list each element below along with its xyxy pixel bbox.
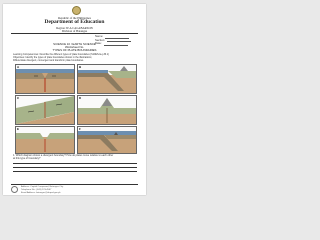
answer-line[interactable] xyxy=(13,163,137,164)
figure-d xyxy=(77,95,137,125)
subduction-diagram xyxy=(78,65,136,93)
figure-label: F xyxy=(79,127,81,131)
figure-label: A xyxy=(17,65,20,69)
figure-e xyxy=(15,126,75,154)
footer-address: Address: Capitol Compound, Batangas City xyxy=(21,186,64,188)
republic-line: Republic of the Philippines xyxy=(58,16,91,20)
name-label: Name: xyxy=(95,34,104,38)
transform-boundary-diagram xyxy=(16,96,74,124)
worksheet-page xyxy=(3,4,146,195)
worksheet-number: Worksheet No. xyxy=(64,45,85,49)
worksheet-title: TYPES OF PLATE BOUNDARIES xyxy=(52,48,97,52)
date-label: Date: xyxy=(95,41,102,46)
region-line: Region IV-A CALABARZON xyxy=(56,26,93,30)
instruction-line: Differentiate divergent, convergent and transform plate boundaries. xyxy=(13,59,84,63)
deped-seal-logo xyxy=(72,6,81,15)
divergent-boundary-diagram xyxy=(16,65,74,93)
footer-email: Email Address: batangas@deped.gov.ph xyxy=(21,191,61,194)
figure-c xyxy=(15,95,75,125)
figure-label: B xyxy=(79,65,82,69)
answer-line[interactable] xyxy=(13,167,137,168)
ocean-ocean-convergence-diagram xyxy=(78,127,136,153)
instruction-line: Learning Competencies: Describe the different types of plate boundaries (S10ES-Ia-j-36.1) xyxy=(13,53,109,56)
division-line: Division of Batangas xyxy=(61,29,88,33)
footer-divider xyxy=(11,184,138,185)
figure-label: C xyxy=(17,96,20,100)
figure-a xyxy=(15,64,75,94)
department-title: Department of Education xyxy=(44,19,105,25)
header-divider xyxy=(11,33,138,34)
question-block xyxy=(13,154,137,171)
continental-collision-diagram xyxy=(78,96,136,124)
answer-line[interactable] xyxy=(13,171,137,172)
rift-valley-diagram xyxy=(16,127,74,153)
instruction-line: Objectives: Identify the types of plate boundaries shown in the illustrations; xyxy=(13,56,92,60)
figure-label: E xyxy=(17,127,20,131)
figure-b xyxy=(77,64,137,94)
footer-seal-logo xyxy=(11,186,18,193)
figure-label: D xyxy=(79,96,82,100)
question-line: at this type of boundary? xyxy=(13,157,41,161)
instructions-block xyxy=(13,53,136,62)
subject-line: SCIENCE 10 / EARTH SCIENCE xyxy=(53,42,96,46)
footer-telephone: Telephone No.: (043) 123-4567 xyxy=(21,188,52,191)
question-line: 1. Which diagram shows a divergent boundary? How do plates move relative to each other xyxy=(13,154,114,157)
section-label: Section: xyxy=(95,37,106,42)
figure-f xyxy=(77,126,137,154)
footer-info xyxy=(21,186,63,194)
